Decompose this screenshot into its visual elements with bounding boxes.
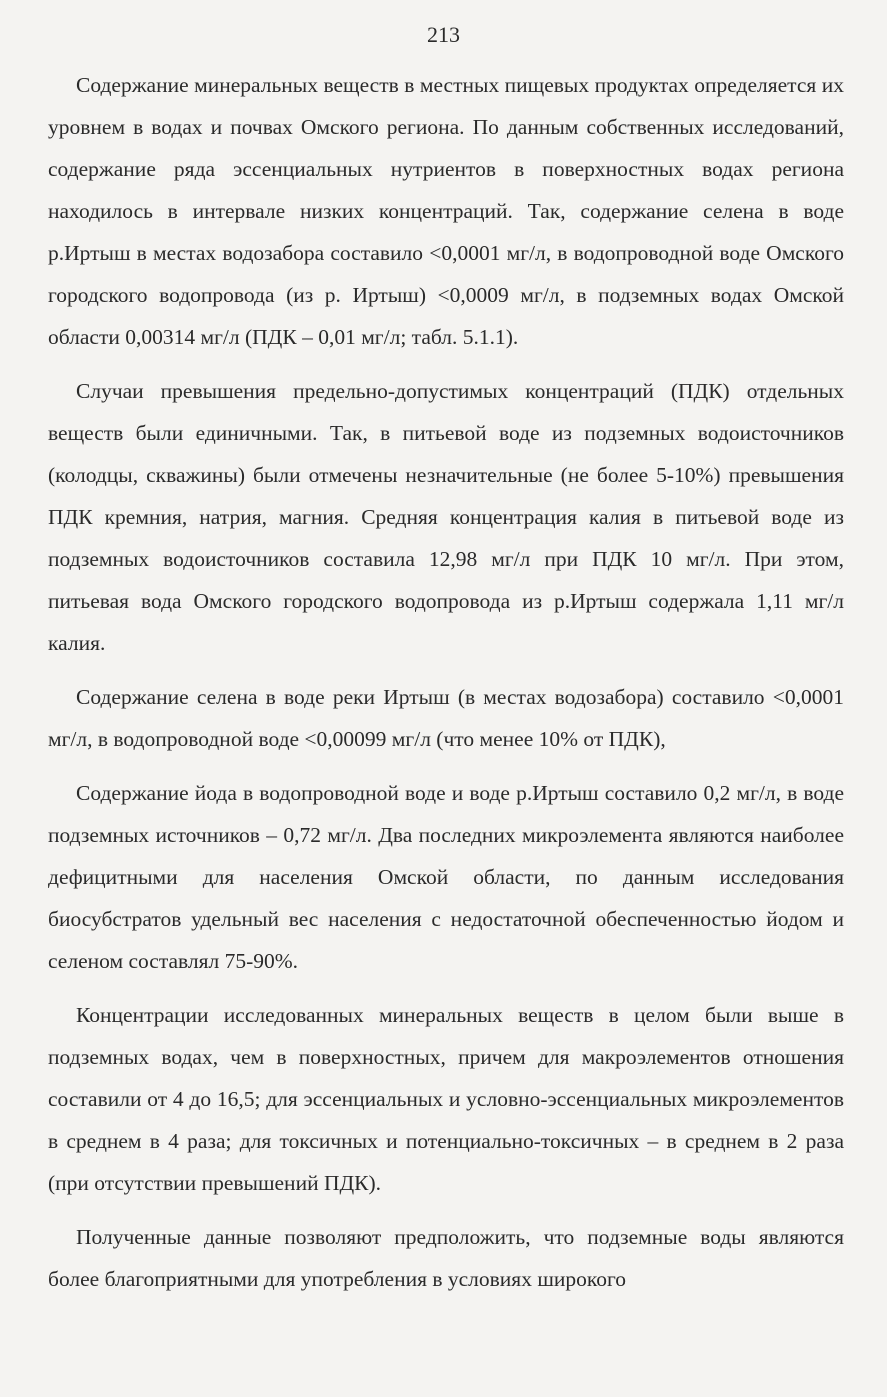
page-body: [48, 64, 844, 1300]
paragraph-1: Содержание минеральных веществ в местных пищевых продуктах определяется их уровнем в водах и почвах Омского региона. По данным собственных исследований, содержание ряда эссенциальных нутриентов в поверхностных водах региона находилось в интервале низких концентраций. Так, содержание селена в воде р.Иртыш в местах водозабора составило <0,0001 мг/л, в водопроводной воде Омского городского водопровода (из р. Иртыш) <0,0009 мг/л, в подземных водах Омской области 0,00314 мг/л (ПДК – 0,01 мг/л; табл. 5.1.1).: [48, 73, 844, 349]
paragraph-3: Содержание селена в воде реки Иртыш (в местах водозабора) составило <0,0001 мг/л, в водопроводной воде <0,00099 мг/л (что менее 10% от ПДК),: [48, 685, 844, 751]
paragraph-4: Содержание йода в водопроводной воде и воде р.Иртыш составило 0,2 мг/л, в воде подземных источников – 0,72 мг/л. Два последних микроэлемента являются наиболее дефицитными для населения Омской области, по данным исследования биосубстратов удельный вес населения с недостаточной обеспеченностью йодом и селеном составлял 75-90%.: [48, 781, 844, 973]
page-number: 213: [427, 22, 460, 47]
paragraph-6: Полученные данные позволяют предположить, что подземные воды являются более благоприятными для употребления в условиях широкого: [48, 1225, 844, 1291]
paragraph-2: Случаи превышения предельно-допустимых концентраций (ПДК) отдельных веществ были единичными. Так, в питьевой воде из подземных водоисточников (колодцы, скважины) были отмечены незначительные (не более 5-10%) превышения ПДК кремния, натрия, магния. Средняя концентрация калия в питьевой воде из подземных водоисточников составила 12,98 мг/л при ПДК 10 мг/л. При этом, питьевая вода Омского городского водопровода из р.Иртыш содержала 1,11 мг/л калия.: [48, 379, 844, 655]
paragraph-5: Концентрации исследованных минеральных веществ в целом были выше в подземных водах, чем в поверхностных, причем для макроэлементов отношения составили от 4 до 16,5; для эссенциальных и условно-эссенциальных микроэлементов в среднем в 4 раза; для токсичных и потенциально-токсичных – в среднем в 2 раза (при отсутствии превышений ПДК).: [48, 1003, 844, 1195]
